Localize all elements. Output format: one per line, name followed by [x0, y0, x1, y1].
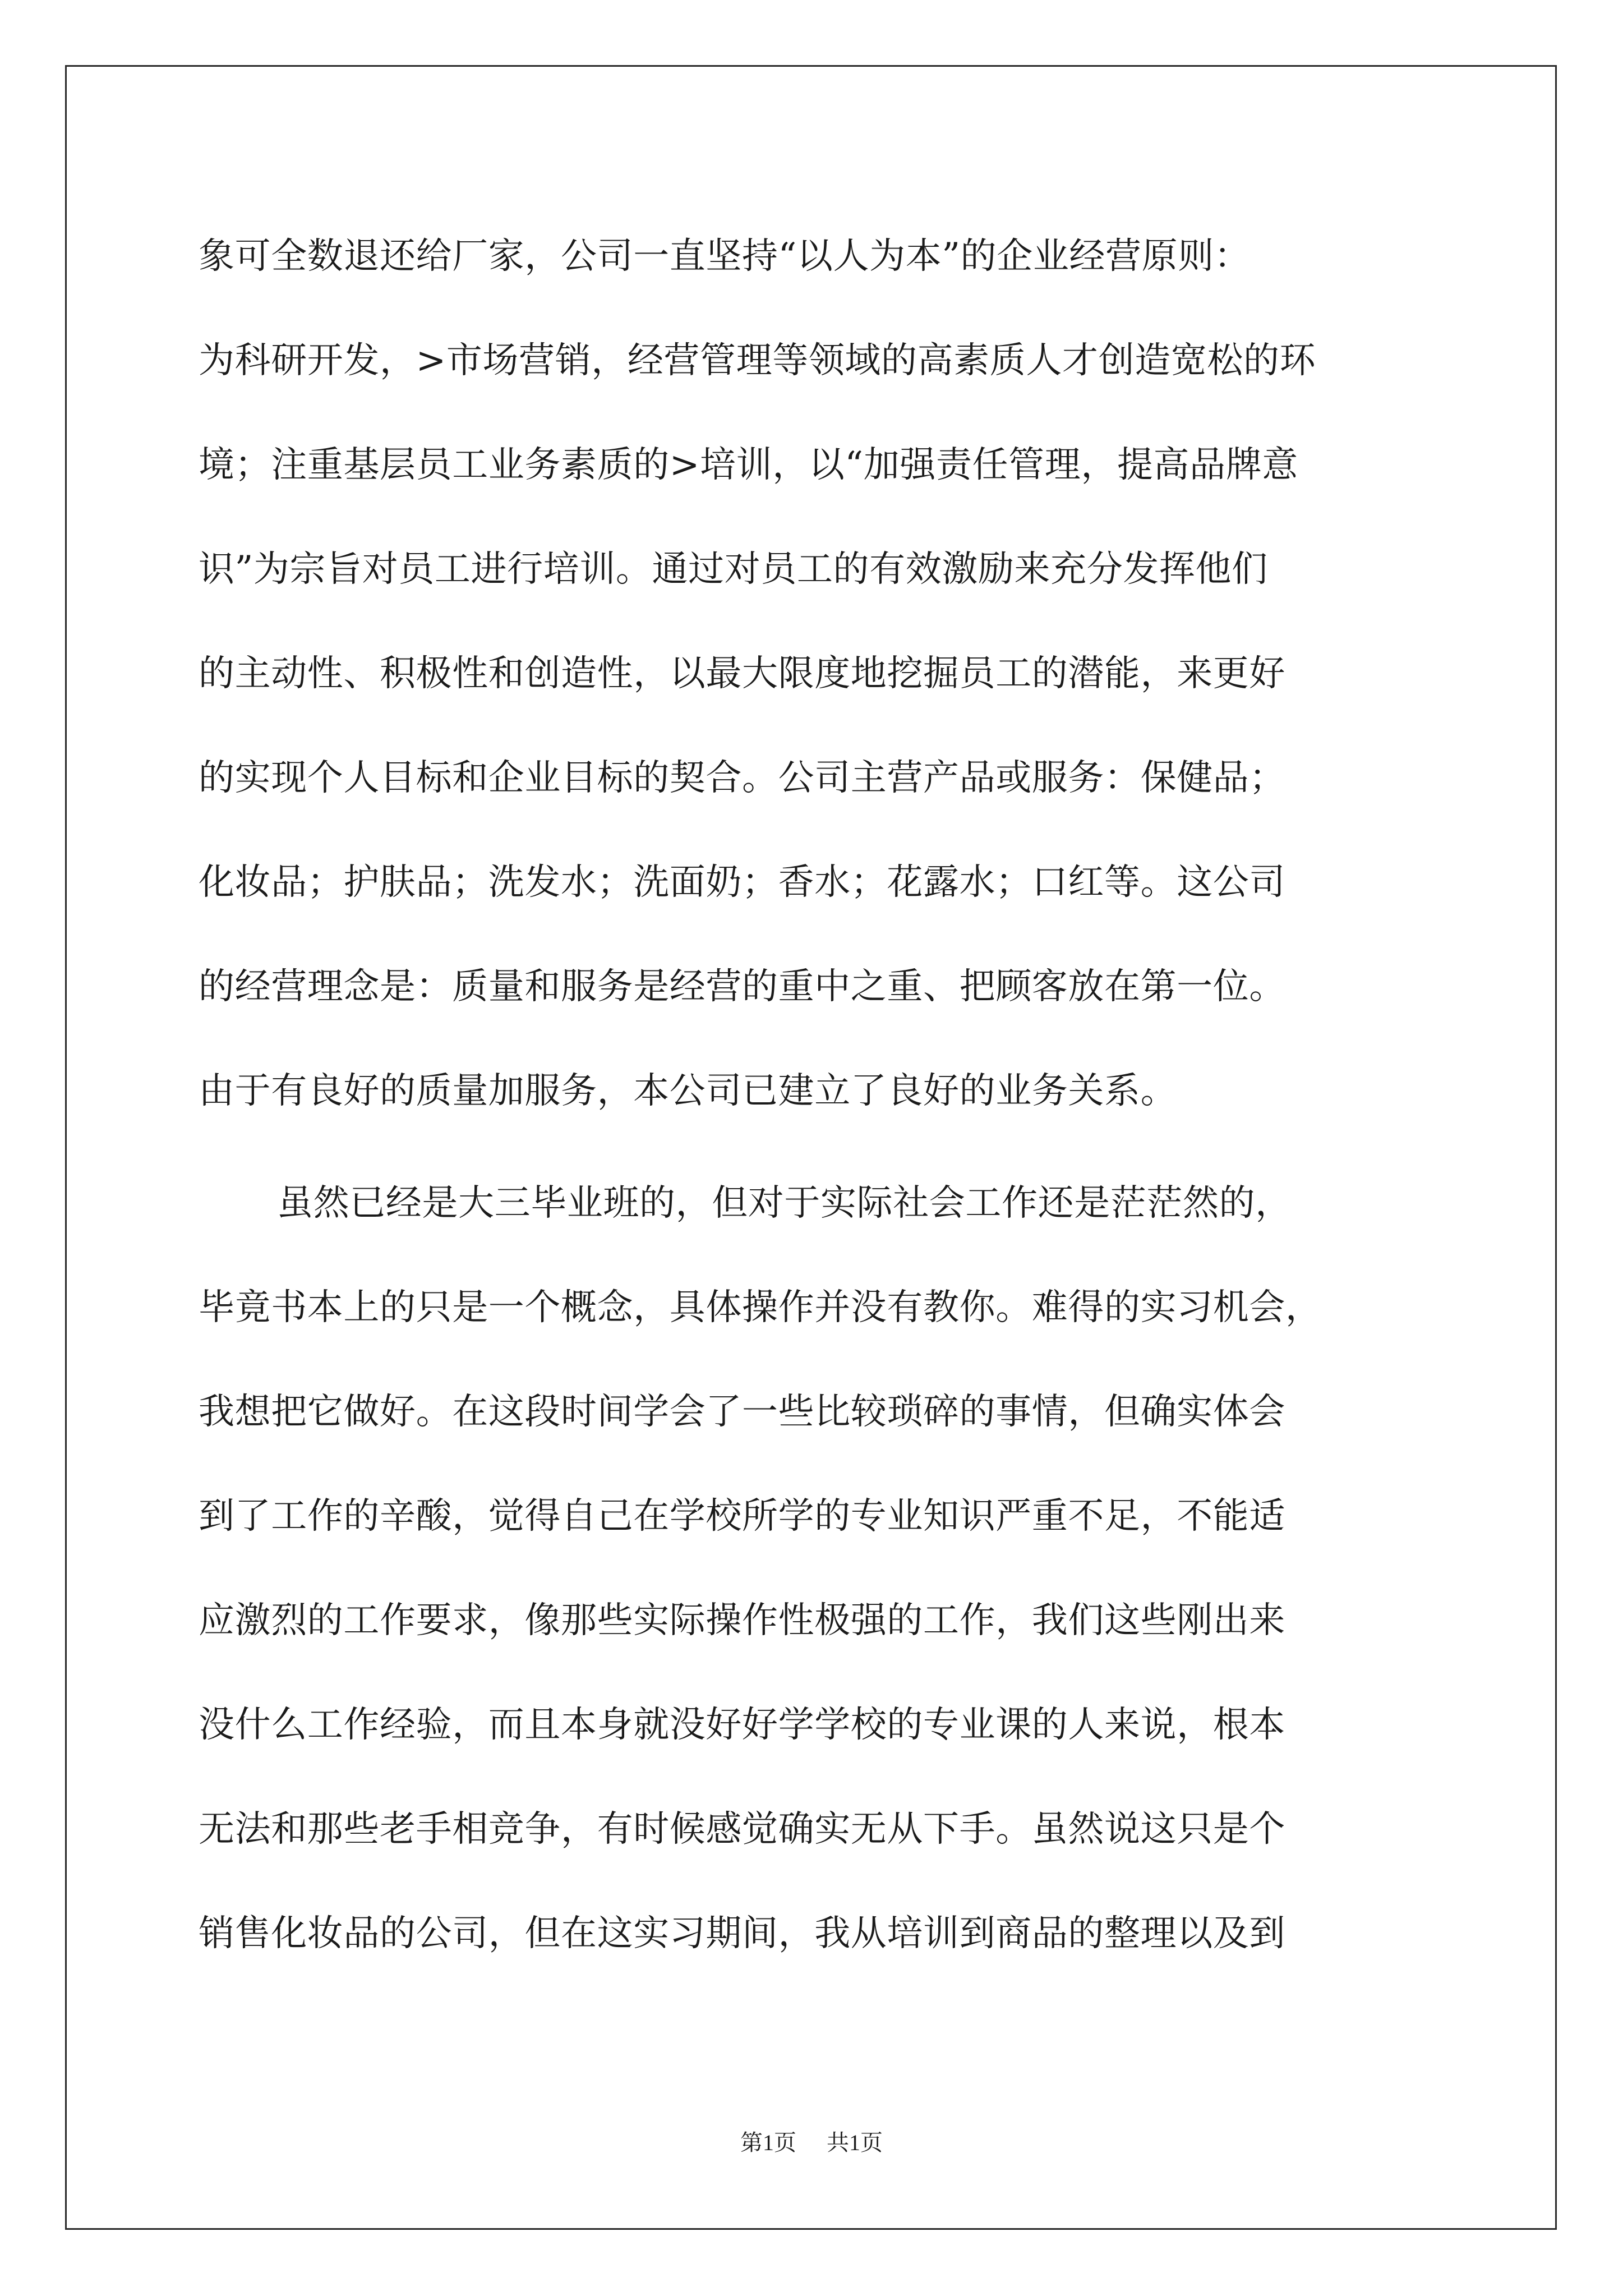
text-line: 化妆品；护肤品；洗发水；洗面奶；香水；花露水；口红等。这公司: [199, 862, 1285, 903]
text-line: 境；注重基层员工业务素质的>培训，以“加强责任管理，提高品牌意: [199, 444, 1298, 486]
text-line: 象可全数退还给厂家，公司一直坚持“以人为本”的企业经营原则：: [199, 236, 1251, 277]
page-number-total: 共1页: [827, 2130, 883, 2155]
text-line-indented: 虽然已经是大三毕业班的，但对于实际社会工作还是茫茫然的，: [277, 1182, 1292, 1224]
text-line: 毕竟书本上的只是一个概念，具体操作并没有教你。难得的实习机会，: [199, 1287, 1322, 1328]
text-line: 的经营理念是：质量和服务是经营的重中之重、把顾客放在第一位。: [199, 966, 1285, 1007]
page-number-current: 第1页: [740, 2130, 796, 2155]
paragraph-1: [199, 204, 1432, 1143]
text-line: 应激烈的工作要求，像那些实际操作性极强的工作，我们这些刚出来: [199, 1600, 1285, 1641]
paragraph-spacer: [199, 1143, 1432, 1151]
text-line: 由于有良好的质量加服务，本公司已建立了良好的业务关系。: [199, 1070, 1177, 1112]
text-line: 没什么工作经验，而且本身就没好好学学校的专业课的人来说，根本: [199, 1704, 1285, 1746]
document-body: [199, 204, 1432, 1986]
text-line: 识”为宗旨对员工进行培训。通过对员工的有效激励来充分发挥他们: [199, 549, 1268, 590]
page-footer: [0, 2126, 1623, 2160]
text-line: 我想把它做好。在这段时间学会了一些比较琐碎的事情，但确实体会: [199, 1391, 1285, 1433]
text-line: 到了工作的辛酸，觉得自己在学校所学的专业知识严重不足，不能适: [199, 1496, 1285, 1537]
text-line: 为科研开发，>市场营销，经营管理等领域的高素质人才创造宽松的环: [199, 340, 1316, 381]
text-line: 无法和那些老手相竞争，有时候感觉确实无从下手。虽然说这只是个: [199, 1809, 1285, 1850]
text-line: 销售化妆品的公司，但在这实习期间，我从培训到商品的整理以及到: [199, 1913, 1285, 1954]
text-line: 的实现个人目标和企业目标的契合。公司主营产品或服务：保健品；: [199, 757, 1285, 799]
paragraph-2: [199, 1151, 1432, 1986]
text-line: 的主动性、积极性和创造性，以最大限度地挖掘员工的潜能，来更好: [199, 653, 1285, 694]
